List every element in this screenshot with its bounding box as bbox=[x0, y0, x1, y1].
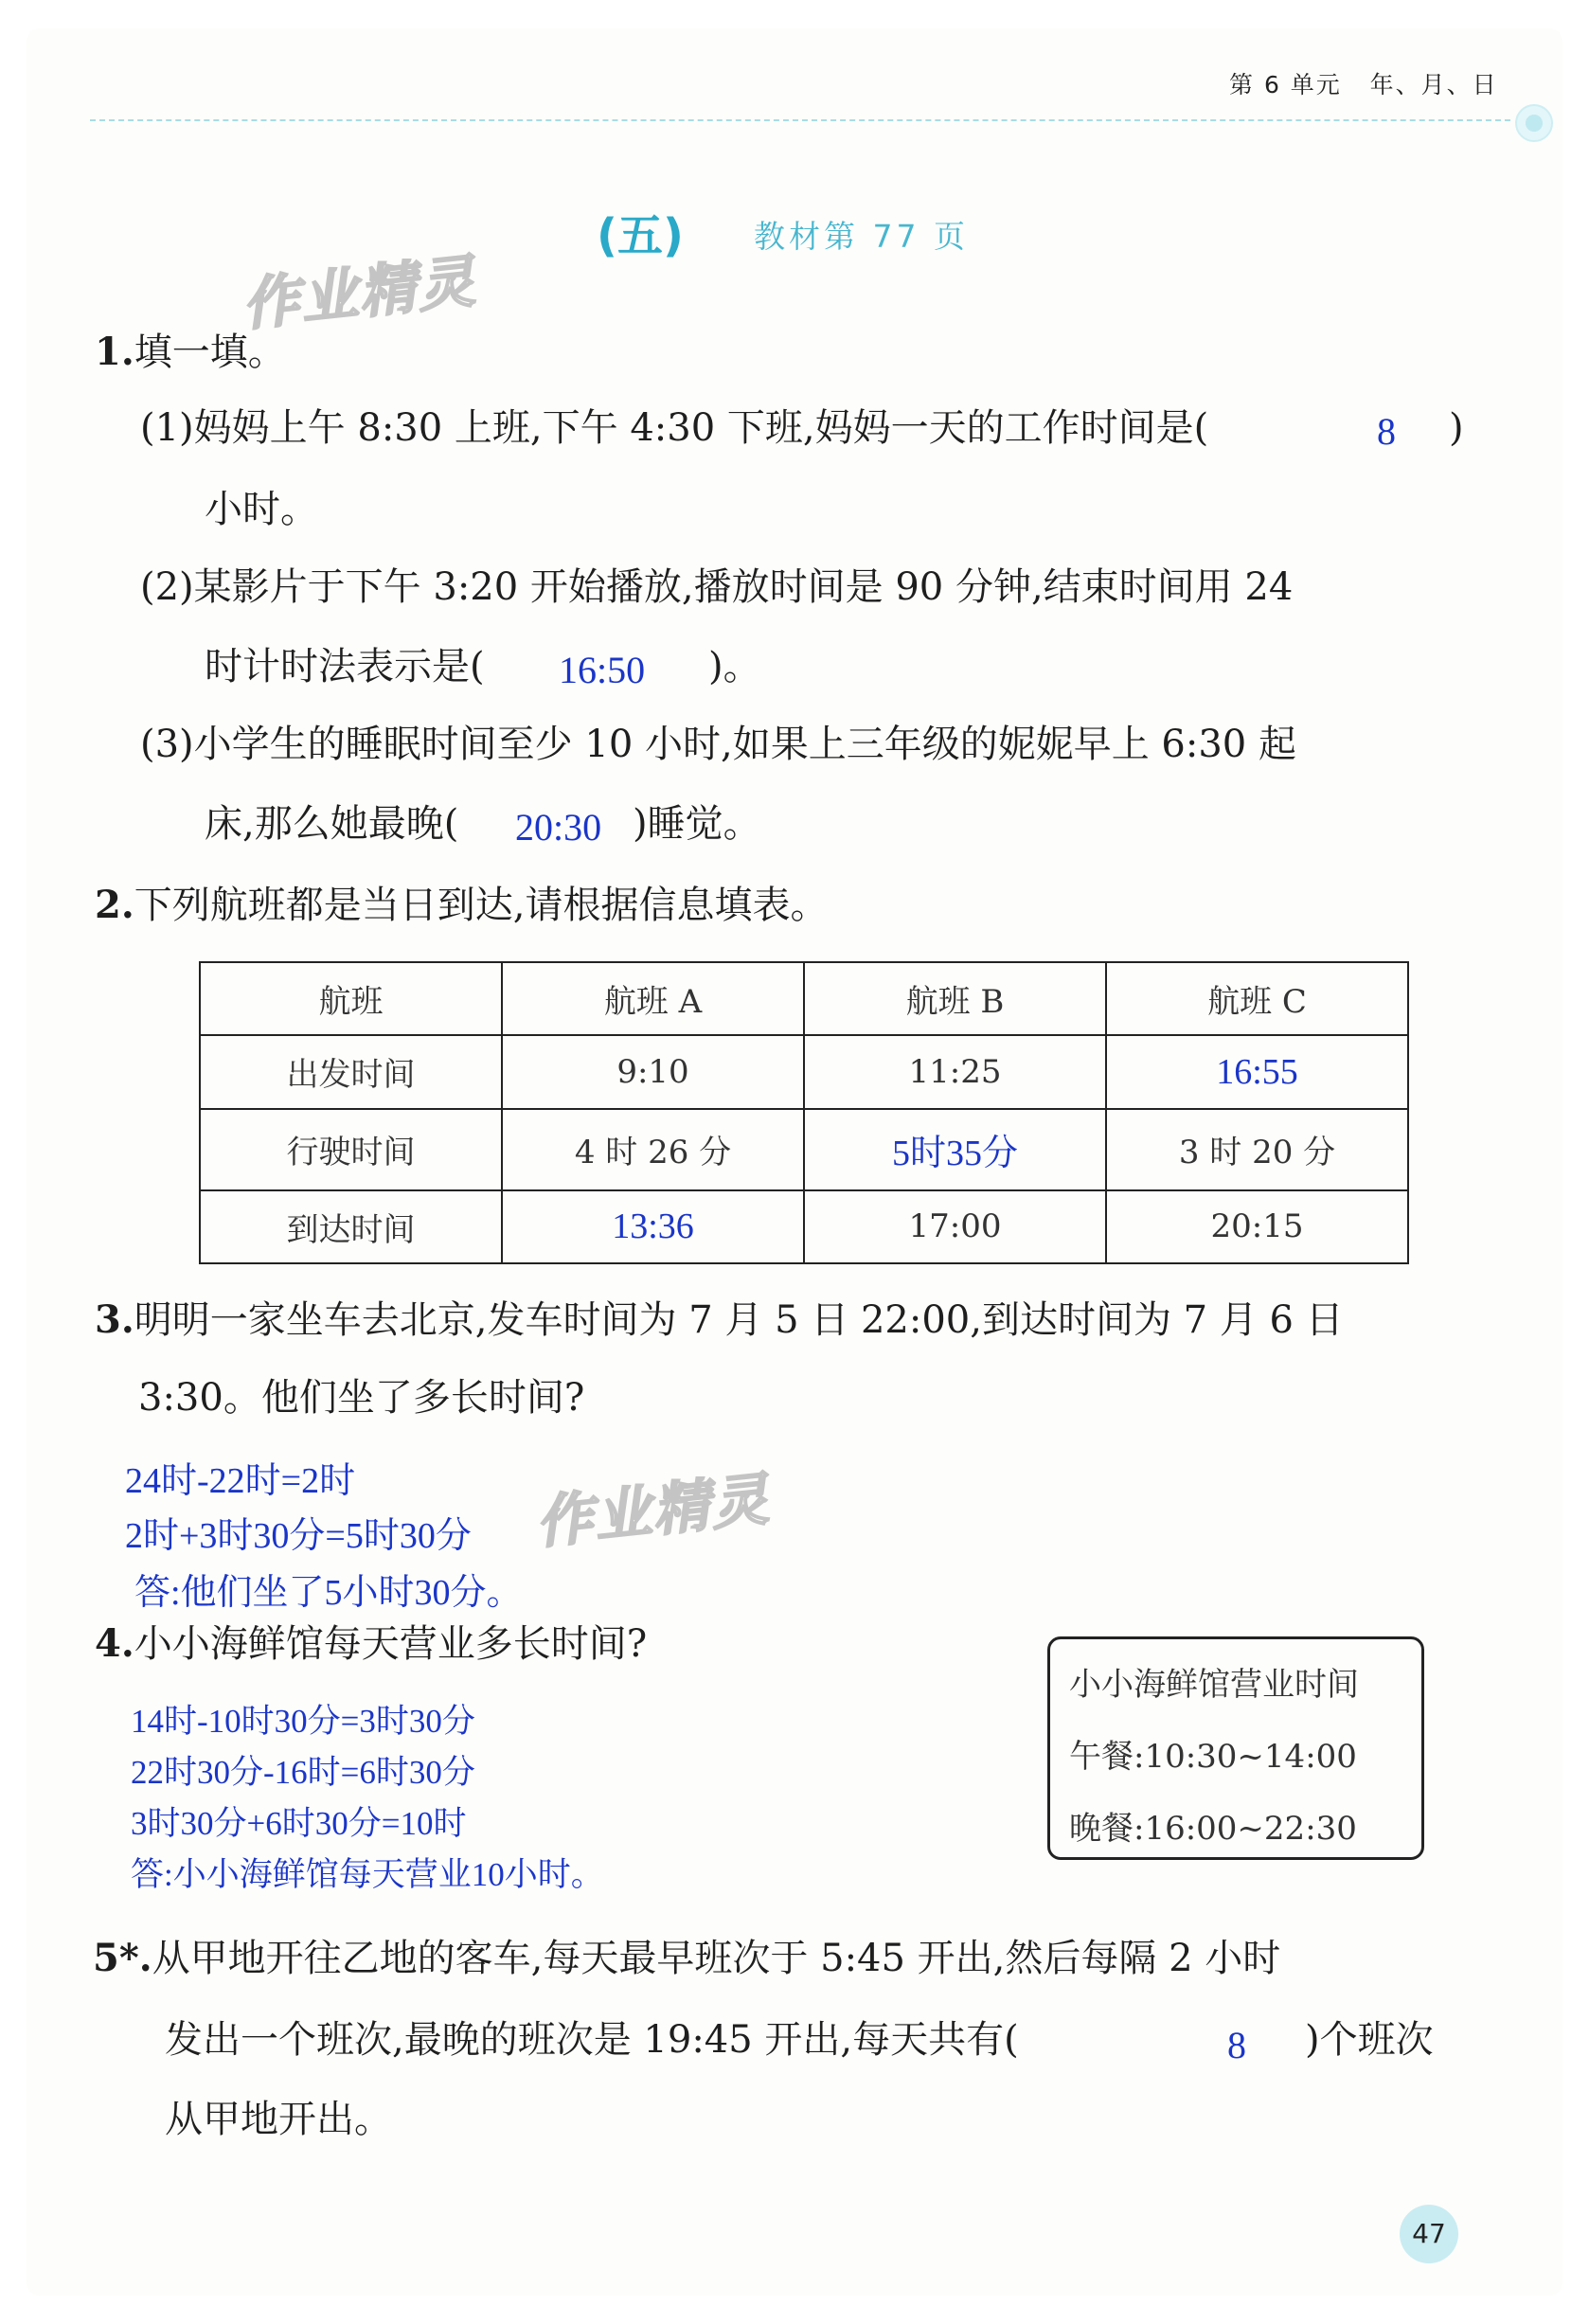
question-5-line3: 从甲地开出。 bbox=[165, 2098, 392, 2141]
q3-work-line: 24时-22时=2时 bbox=[125, 1461, 356, 1501]
q3-work-line: 2时+3时30分=5时30分 bbox=[125, 1516, 472, 1556]
lunch-hours: 午餐:10:30~14:00 bbox=[1069, 1738, 1357, 1776]
question-text: 下列航班都是当日到达,请根据信息填表。 bbox=[134, 884, 829, 927]
q1-part3-text: 床,那么她最晚( bbox=[205, 802, 459, 846]
q1-part3-line1: (3)小学生的睡眠时间至少 10 小时,如果上三年级的妮妮早上 6:30 起 bbox=[140, 723, 1296, 766]
dinner-hours: 晚餐:16:00~22:30 bbox=[1069, 1810, 1357, 1848]
question-3-line1 bbox=[95, 1297, 1344, 1342]
table-header-cell: 航班 A bbox=[502, 962, 804, 1035]
table-header-cell: 航班 B bbox=[804, 962, 1106, 1035]
business-hours-title: 小小海鲜馆营业时间 bbox=[1069, 1666, 1359, 1704]
question-2-title bbox=[95, 883, 829, 927]
question-5-line2-end: )个班次 bbox=[1305, 2018, 1434, 2062]
q1-part2-line1: (2)某影片于下午 3:20 开始播放,播放时间是 90 分钟,结束时间用 24 bbox=[140, 565, 1294, 609]
page-number: 47 bbox=[1400, 2205, 1458, 2263]
q4-work-line: 14时-10时30分=3时30分 bbox=[131, 1703, 475, 1740]
q1-part2-text: 时计时法表示是( bbox=[205, 645, 485, 688]
q3-answer-line: 答:他们坐了5小时30分。 bbox=[134, 1573, 523, 1613]
question-number: 3. bbox=[95, 1297, 134, 1342]
question-text: 填一填。 bbox=[134, 331, 286, 374]
table-header-cell: 航班 bbox=[200, 962, 502, 1035]
question-number: 2. bbox=[95, 883, 134, 927]
flight-table bbox=[199, 961, 1409, 1264]
question-5-line2: 发出一个班次,最晚的班次是 19:45 开出,每天共有( bbox=[165, 2018, 1019, 2062]
question-number: 5*. bbox=[93, 1936, 152, 1980]
q1-part3-close: )睡觉。 bbox=[633, 802, 761, 846]
q5-answer: 8 bbox=[1227, 2024, 1246, 2066]
q1-part3-answer: 20:30 bbox=[515, 806, 602, 849]
q4-work-line: 3时30分+6时30分=10时 bbox=[131, 1805, 467, 1842]
section-title: (五) bbox=[597, 209, 684, 262]
table-cell: 9:10 bbox=[502, 1035, 804, 1108]
question-text: 小小海鲜馆每天营业多长时间? bbox=[134, 1622, 648, 1666]
table-cell: 20:15 bbox=[1106, 1190, 1408, 1263]
q1-part1-line2: 小时。 bbox=[205, 488, 318, 531]
table-header-cell: 航班 C bbox=[1106, 962, 1408, 1035]
question-text: 明明一家坐车去北京,发车时间为 7 月 5 日 22:00,到达时间为 7 月 6 日 bbox=[134, 1298, 1344, 1342]
question-5-line1 bbox=[93, 1936, 1281, 1980]
header-divider bbox=[90, 119, 1510, 121]
table-header-row bbox=[200, 962, 1408, 1035]
q4-work-line: 22时30分-16时=6时30分 bbox=[131, 1754, 475, 1791]
q1-part1-close: ) bbox=[1449, 406, 1464, 450]
unit-label: 第 6 单元 bbox=[1229, 71, 1342, 98]
q1-part2-line2 bbox=[205, 645, 485, 688]
q1-part3-line2 bbox=[205, 802, 459, 846]
table-cell: 行驶时间 bbox=[200, 1109, 502, 1190]
watermark-logo: 作业精灵 bbox=[532, 1466, 774, 1557]
table-answer-cell: 16:55 bbox=[1106, 1035, 1408, 1108]
question-4-title bbox=[95, 1621, 648, 1666]
question-3-line2: 3:30。他们坐了多长时间? bbox=[138, 1376, 585, 1420]
table-cell: 11:25 bbox=[804, 1035, 1106, 1108]
table-row bbox=[200, 1035, 1408, 1108]
table-cell: 3 时 20 分 bbox=[1106, 1109, 1408, 1190]
question-text: 从甲地开往乙地的客车,每天最早班次于 5:45 开出,然后每隔 2 小时 bbox=[152, 1937, 1281, 1980]
question-1-title bbox=[95, 330, 286, 374]
date-fields: 年、月、日 bbox=[1369, 71, 1498, 98]
q1-part2-close: )。 bbox=[708, 645, 761, 688]
table-row bbox=[200, 1109, 1408, 1190]
table-cell: 4 时 26 分 bbox=[502, 1109, 804, 1190]
textbook-reference: 教材第 77 页 bbox=[754, 218, 969, 255]
table-cell: 出发时间 bbox=[200, 1035, 502, 1108]
table-cell: 到达时间 bbox=[200, 1190, 502, 1263]
table-answer-cell: 5时35分 bbox=[804, 1109, 1106, 1190]
q1-part1-line1 bbox=[140, 406, 1209, 450]
table-cell: 17:00 bbox=[804, 1190, 1106, 1263]
header-decoration-icon bbox=[1515, 104, 1553, 142]
table-answer-cell: 13:36 bbox=[502, 1190, 804, 1263]
business-hours-box bbox=[1047, 1636, 1424, 1860]
unit-header bbox=[1229, 66, 1498, 100]
q1-part1-text: (1)妈妈上午 8:30 上班,下午 4:30 下班,妈妈一天的工作时间是( bbox=[140, 406, 1209, 450]
q4-answer-line: 答:小小海鲜馆每天营业10小时。 bbox=[131, 1856, 604, 1893]
q1-part2-answer: 16:50 bbox=[559, 649, 646, 691]
question-number: 4. bbox=[95, 1621, 134, 1666]
question-number: 1. bbox=[95, 330, 134, 374]
q1-part1-answer: 8 bbox=[1377, 410, 1396, 453]
table-row bbox=[200, 1190, 1408, 1263]
watermark-logo: 作业精灵 bbox=[239, 248, 480, 339]
